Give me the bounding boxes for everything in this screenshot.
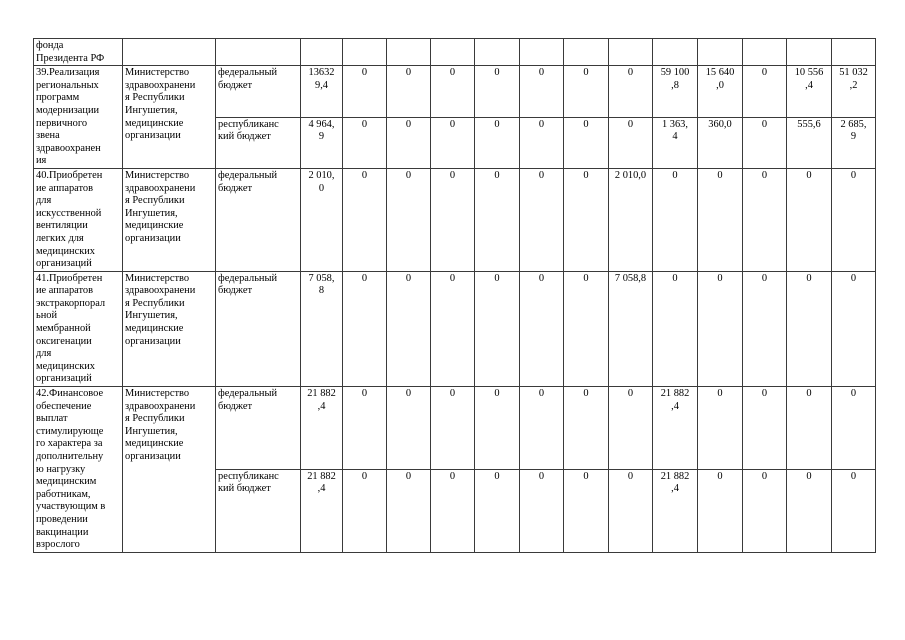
value-cell: 0 (564, 271, 609, 386)
value-cell (609, 39, 653, 66)
value-cell: 2 010,0 (609, 168, 653, 271)
value-cell: 0 (832, 387, 876, 470)
value-cell: 0 (475, 271, 520, 386)
value-cell: 51 032 ,2 (832, 66, 876, 117)
value-cell: 0 (343, 66, 387, 117)
table-row (34, 387, 876, 470)
total-cell: 13632 9,4 (301, 66, 343, 117)
value-cell: 0 (475, 469, 520, 552)
value-cell: 0 (698, 469, 743, 552)
measure-cell: 39.Реализация региональных программ модернизации первичного звена здравоохранен ия (34, 66, 123, 169)
value-cell: 0 (520, 469, 564, 552)
value-cell: 0 (698, 168, 743, 271)
total-cell: 2 010, 0 (301, 168, 343, 271)
measure-cell: 42.Финансовое обеспечение выплат стимулирующе го характера за дополнительну ю нагрузку медицинским работникам, участвующим в проведении вакцинации взрослого (34, 387, 123, 553)
measure-cell: 40.Приобретен ие аппаратов для искусственной вентиляции легких для медицинских организаций (34, 168, 123, 271)
value-cell: 0 (609, 117, 653, 168)
total-cell (301, 39, 343, 66)
value-cell: 0 (787, 168, 832, 271)
value-cell: 0 (475, 117, 520, 168)
source-cell: федеральный бюджет (216, 168, 301, 271)
value-cell: 0 (787, 271, 832, 386)
value-cell (698, 39, 743, 66)
executor-cell: Министерство здравоохранени я Республики Ингушетия, медицинские организации (123, 387, 216, 553)
value-cell: 0 (832, 469, 876, 552)
value-cell: 7 058,8 (609, 271, 653, 386)
value-cell: 0 (520, 271, 564, 386)
total-cell: 21 882 ,4 (301, 387, 343, 470)
value-cell: 0 (609, 66, 653, 117)
value-cell: 0 (520, 387, 564, 470)
value-cell: 0 (609, 469, 653, 552)
value-cell (343, 39, 387, 66)
value-cell: 0 (743, 117, 787, 168)
value-cell: 0 (743, 387, 787, 470)
value-cell: 0 (387, 117, 431, 168)
value-cell (787, 39, 832, 66)
value-cell: 0 (832, 271, 876, 386)
value-cell: 0 (343, 387, 387, 470)
table-row (34, 271, 876, 386)
value-cell (653, 39, 698, 66)
value-cell: 0 (564, 469, 609, 552)
value-cell: 0 (387, 469, 431, 552)
measure-cell: 41.Приобретен ие аппаратов экстракорпорал ьной мембранной оксигенации для медицинских организаций (34, 271, 123, 386)
value-cell: 0 (743, 66, 787, 117)
value-cell: 0 (743, 168, 787, 271)
value-cell: 0 (431, 387, 475, 470)
value-cell: 0 (520, 168, 564, 271)
value-cell: 360,0 (698, 117, 743, 168)
value-cell (832, 39, 876, 66)
value-cell: 59 100 ,8 (653, 66, 698, 117)
value-cell: 0 (787, 387, 832, 470)
value-cell: 0 (564, 168, 609, 271)
value-cell: 0 (520, 66, 564, 117)
value-cell (520, 39, 564, 66)
source-cell: федеральный бюджет (216, 387, 301, 470)
table-row (34, 168, 876, 271)
value-cell: 0 (387, 168, 431, 271)
value-cell: 0 (475, 66, 520, 117)
source-cell: федеральный бюджет (216, 66, 301, 117)
executor-cell: Министерство здравоохранени я Республики Ингушетия, медицинские организации (123, 66, 216, 169)
value-cell: 21 882 ,4 (653, 469, 698, 552)
value-cell: 2 685, 9 (832, 117, 876, 168)
value-cell: 0 (343, 271, 387, 386)
budget-table (33, 38, 876, 553)
value-cell: 0 (520, 117, 564, 168)
value-cell: 0 (653, 168, 698, 271)
value-cell (475, 39, 520, 66)
measure-cell: фонда Президента РФ (34, 39, 123, 66)
value-cell: 1 363, 4 (653, 117, 698, 168)
value-cell (743, 39, 787, 66)
executor-cell: Министерство здравоохранени я Республики Ингушетия, медицинские организации (123, 271, 216, 386)
value-cell: 0 (387, 387, 431, 470)
total-cell: 4 964, 9 (301, 117, 343, 168)
value-cell: 10 556 ,4 (787, 66, 832, 117)
source-cell (216, 39, 301, 66)
source-cell: федеральный бюджет (216, 271, 301, 386)
value-cell (564, 39, 609, 66)
value-cell: 0 (475, 387, 520, 470)
value-cell (431, 39, 475, 66)
value-cell: 0 (832, 168, 876, 271)
executor-cell: Министерство здравоохранени я Республики Ингушетия, медицинские организации (123, 168, 216, 271)
executor-cell (123, 39, 216, 66)
source-cell: республиканс кий бюджет (216, 469, 301, 552)
value-cell: 0 (564, 387, 609, 470)
total-cell: 21 882 ,4 (301, 469, 343, 552)
value-cell (387, 39, 431, 66)
value-cell: 0 (653, 271, 698, 386)
value-cell: 0 (698, 387, 743, 470)
value-cell: 0 (564, 66, 609, 117)
value-cell: 0 (787, 469, 832, 552)
value-cell: 0 (431, 117, 475, 168)
value-cell: 0 (431, 66, 475, 117)
table-row-continuation (34, 39, 876, 66)
value-cell: 0 (343, 168, 387, 271)
source-cell: республиканс кий бюджет (216, 117, 301, 168)
value-cell: 0 (431, 168, 475, 271)
value-cell: 0 (698, 271, 743, 386)
value-cell: 0 (387, 66, 431, 117)
table-row (34, 66, 876, 117)
total-cell: 7 058, 8 (301, 271, 343, 386)
value-cell: 0 (431, 469, 475, 552)
table-body (34, 39, 876, 553)
value-cell: 0 (564, 117, 609, 168)
value-cell: 15 640 ,0 (698, 66, 743, 117)
value-cell: 0 (743, 271, 787, 386)
value-cell: 555,6 (787, 117, 832, 168)
value-cell: 0 (609, 387, 653, 470)
value-cell: 0 (343, 469, 387, 552)
value-cell: 0 (431, 271, 475, 386)
value-cell: 0 (743, 469, 787, 552)
value-cell: 0 (387, 271, 431, 386)
value-cell: 0 (343, 117, 387, 168)
value-cell: 21 882 ,4 (653, 387, 698, 470)
value-cell: 0 (475, 168, 520, 271)
